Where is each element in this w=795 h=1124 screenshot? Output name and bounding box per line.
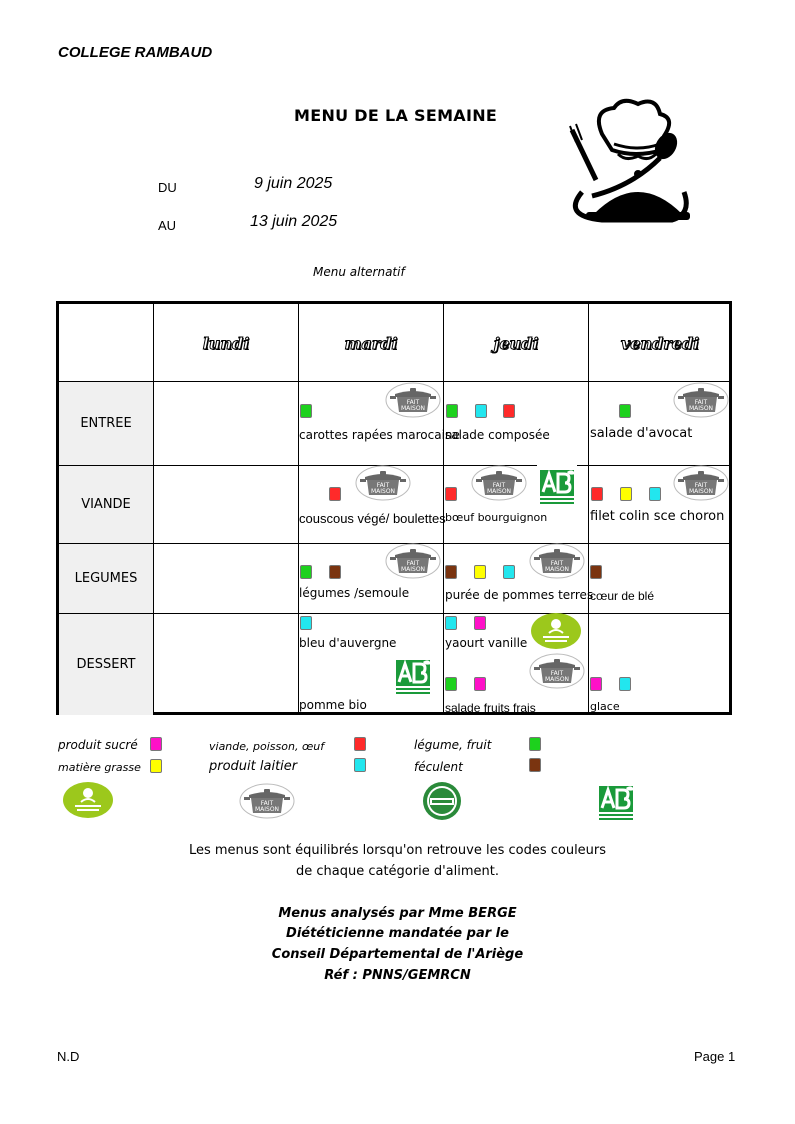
svg-text:FAIT: FAIT <box>260 800 274 807</box>
svg-text:MAISON: MAISON <box>400 405 426 412</box>
laitier-color-marker <box>649 487 661 501</box>
dish-vendredi-entree: salade d'avocat <box>590 426 693 441</box>
legume-color-marker <box>445 677 457 691</box>
end-date: 13 juin 2025 <box>250 213 338 230</box>
agriculture-bio-icon <box>537 464 577 506</box>
fait-maison-icon <box>355 465 411 501</box>
fait-maison-icon <box>385 382 441 418</box>
laitier-color-marker <box>445 616 457 630</box>
page-title: MENU DE LA SEMAINE <box>294 106 498 125</box>
row-label-legumes: LEGUMES <box>59 544 153 613</box>
legend-laitier: produit laitier <box>209 759 298 774</box>
school-name: COLLEGE RAMBAUD <box>58 44 213 61</box>
legume-color-marker <box>300 565 312 579</box>
dish-vendredi-legumes: cœur de blé <box>590 589 655 603</box>
sucre-legend-swatch <box>150 737 162 751</box>
laitier-color-marker <box>300 616 312 630</box>
svg-text:FAIT: FAIT <box>694 399 708 406</box>
chef-logo-icon <box>552 96 698 236</box>
svg-text:FAIT: FAIT <box>550 560 564 567</box>
dish-jeudi-dessert-2: salade fruits frais <box>445 701 536 715</box>
legume-color-marker <box>619 404 631 418</box>
fait-maison-icon <box>385 543 441 579</box>
svg-text:MAISON: MAISON <box>688 488 714 495</box>
fait-maison-icon <box>673 465 729 501</box>
svg-text:MAISON: MAISON <box>544 676 570 683</box>
viande-color-marker <box>503 404 515 418</box>
dish-jeudi-viande: bœuf bourguignon <box>445 511 548 524</box>
fait-maison-icon <box>239 783 295 819</box>
svg-text:MAISON: MAISON <box>370 488 396 495</box>
sucre-color-marker <box>474 677 486 691</box>
balance-note-line2: de chaque catégorie d'aliment. <box>295 864 499 879</box>
svg-text:MAISON: MAISON <box>254 806 280 813</box>
viande-color-marker <box>445 487 457 501</box>
laitier-color-marker <box>503 565 515 579</box>
produits-locaux-icon <box>63 782 113 818</box>
feculent-legend-swatch <box>529 758 541 772</box>
du-label: DU <box>158 180 177 195</box>
alternative-menu-label: Menu alternatif <box>313 265 405 279</box>
dish-vendredi-viande: filet colin sce choron <box>590 509 725 524</box>
footer-initials: N.D <box>57 1049 80 1064</box>
sucre-color-marker <box>590 677 602 691</box>
svg-text:MAISON: MAISON <box>688 405 714 412</box>
analysis-line4: Réf : PNNS/GEMRCN <box>324 968 471 983</box>
legend-feculent: féculent <box>414 760 463 774</box>
page-number: Page 1 <box>694 1049 736 1064</box>
dish-jeudi-entree: salade composée <box>445 428 550 442</box>
legend-viande: viande, poisson, œuf <box>209 740 325 753</box>
grasse-legend-swatch <box>150 759 162 773</box>
sucre-color-marker <box>474 616 486 630</box>
menu-table <box>56 301 732 715</box>
dish-mardi-viande: couscous végé/ boulettes <box>299 511 446 526</box>
balance-note-line1: Les menus sont équilibrés lorsqu'on retrouve les codes couleurs <box>188 843 607 858</box>
row-label-dessert: DESSERT <box>59 614 153 715</box>
start-date: 9 juin 2025 <box>254 175 333 192</box>
viande-legend-swatch <box>354 737 366 751</box>
dish-mardi-dessert-2: pomme bio <box>299 698 367 712</box>
svg-text:FAIT: FAIT <box>694 482 708 489</box>
day-header-mardi: mardi <box>344 333 398 353</box>
legume-color-marker <box>300 404 312 418</box>
svg-text:FAIT: FAIT <box>406 560 420 567</box>
legend-grasse: matière grasse <box>58 761 141 774</box>
laitier-legend-swatch <box>354 758 366 772</box>
legume-legend-swatch <box>529 737 541 751</box>
grasse-color-marker <box>474 565 486 579</box>
svg-text:FAIT: FAIT <box>376 482 390 489</box>
row-label-entree: ENTREE <box>59 382 153 465</box>
feculent-color-marker <box>329 565 341 579</box>
row-label-viande: VIANDE <box>59 466 153 543</box>
feculent-color-marker <box>590 565 602 579</box>
svg-text:MAISON: MAISON <box>544 566 570 573</box>
legend-sucre: produit sucré <box>58 738 138 752</box>
svg-text:MAISON: MAISON <box>400 566 426 573</box>
day-header-lundi: lundi <box>202 333 250 353</box>
analysis-line2: Diététicienne mandatée par le <box>286 926 509 941</box>
fait-maison-icon <box>471 465 527 501</box>
agriculture-bio-icon <box>596 780 636 822</box>
legend-legume: légume, fruit <box>414 738 492 752</box>
dish-mardi-dessert-1: bleu d'auvergne <box>299 636 397 650</box>
agriculture-bio-icon <box>393 654 433 696</box>
analysis-line3: Conseil Départemental de l'Ariège <box>271 947 524 962</box>
feculent-color-marker <box>445 565 457 579</box>
viande-color-marker <box>329 487 341 501</box>
laitier-color-marker <box>475 404 487 418</box>
au-label: AU <box>158 218 177 233</box>
dish-mardi-legumes: légumes /semoule <box>299 586 410 600</box>
svg-text:FAIT: FAIT <box>406 399 420 406</box>
analysis-line1: Menus analysés par Mme BERGE <box>278 906 517 921</box>
svg-text:FAIT: FAIT <box>550 670 564 677</box>
dish-mardi-entree: carottes rapées marocaine <box>299 428 460 442</box>
grasse-color-marker <box>620 487 632 501</box>
fait-maison-icon <box>673 382 729 418</box>
produit-frais-icon <box>416 781 468 821</box>
fait-maison-icon <box>529 653 585 689</box>
dish-jeudi-legumes: purée de pommes terres <box>445 588 594 602</box>
fait-maison-icon <box>529 543 585 579</box>
legume-color-marker <box>446 404 458 418</box>
dish-jeudi-dessert-1: yaourt vanille <box>445 636 528 650</box>
produits-locaux-icon <box>531 613 581 649</box>
svg-text:FAIT: FAIT <box>492 482 506 489</box>
laitier-color-marker <box>619 677 631 691</box>
dish-vendredi-dessert: glace <box>590 700 620 713</box>
day-header-vendredi: vendredi <box>620 333 700 353</box>
day-header-jeudi: jeudi <box>493 333 539 353</box>
svg-text:MAISON: MAISON <box>486 488 512 495</box>
viande-color-marker <box>591 487 603 501</box>
